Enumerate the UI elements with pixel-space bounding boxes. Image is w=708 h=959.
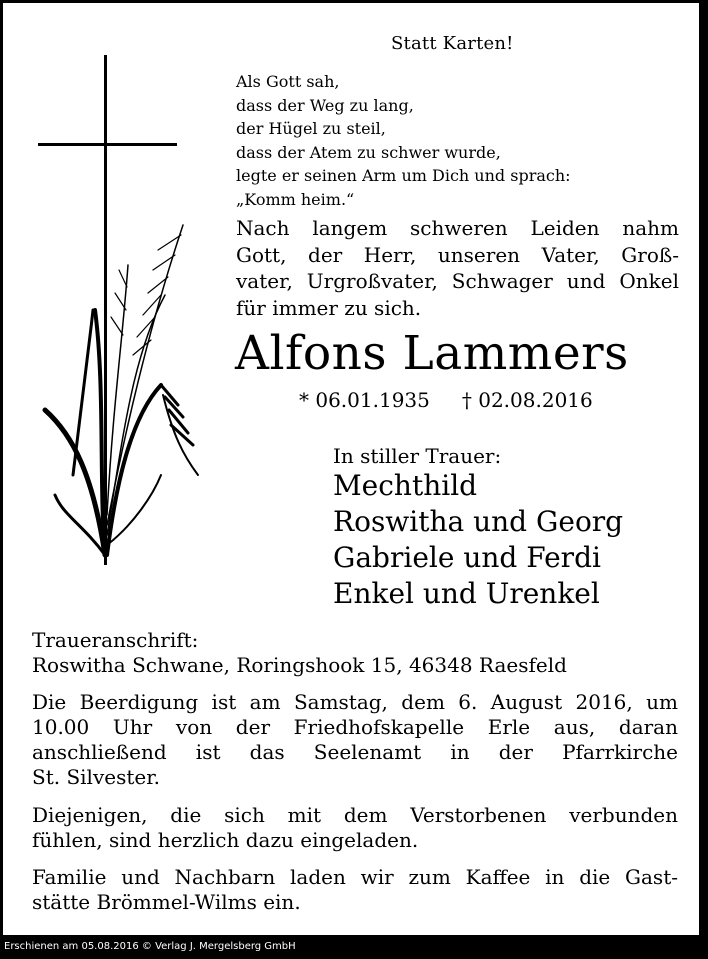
funeral-line: Die Beerdigung ist am Samstag, dem 6. August 2016, um bbox=[32, 690, 678, 714]
birth-date: * 06.01.1935 bbox=[299, 388, 430, 412]
address-line: Roswitha Schwane, Roringshook 15, 46348 Raesfeld bbox=[32, 653, 567, 677]
cross-icon bbox=[38, 55, 177, 565]
family-line: stätte Brömmel-Wilms ein. bbox=[32, 890, 301, 914]
poem-line: dass der Atem zu schwer wurde, bbox=[236, 142, 501, 162]
deceased-name: Alfons Lammers bbox=[235, 326, 629, 381]
poem-line: legte er seinen Arm um Dich und sprach: bbox=[236, 166, 571, 185]
invite-line: fühlen, sind herzlich dazu eingeladen. bbox=[32, 828, 419, 852]
mourners-list bbox=[333, 468, 623, 612]
poem-line: dass der Weg zu lang, bbox=[236, 95, 414, 115]
intro-line: Gott, der Herr, unseren Vater, Groß- bbox=[236, 242, 679, 267]
poem bbox=[236, 70, 571, 211]
mourner-name: Mechthild bbox=[333, 469, 478, 502]
cross-with-grass-icon bbox=[33, 55, 203, 565]
intro-line: Nach langem schweren Leiden nahm bbox=[236, 216, 679, 240]
death-date: † 02.08.2016 bbox=[461, 388, 593, 412]
publication-footer: Erschienen am 05.08.2016 © Verlag J. Mergelsberg GmbH bbox=[4, 941, 296, 952]
invitation-text bbox=[32, 803, 678, 853]
mourning-label: In stiller Trauer: bbox=[333, 444, 502, 468]
notice-header: Statt Karten! bbox=[391, 33, 514, 54]
mourner-name: Gabriele und Ferdi bbox=[333, 541, 601, 574]
intro-line: vater, Urgroßvater, Schwager und Onkel bbox=[236, 269, 679, 293]
wheat-grass-icon bbox=[45, 225, 198, 555]
funeral-line: 10.00 Uhr von der Friedhofskapelle Erle aus, daran bbox=[32, 715, 678, 739]
poem-line: „Komm heim.“ bbox=[236, 189, 355, 209]
reception-text bbox=[32, 865, 678, 915]
life-dates bbox=[299, 388, 593, 412]
address-label: Traueranschrift: bbox=[32, 628, 199, 652]
obituary-notice bbox=[3, 3, 699, 935]
poem-line: der Hügel zu steil, bbox=[236, 119, 386, 138]
mourner-name: Roswitha und Georg bbox=[333, 505, 624, 538]
funeral-line: St. Silvester. bbox=[32, 765, 160, 789]
funeral-info bbox=[32, 690, 678, 790]
mourning-address bbox=[32, 628, 678, 678]
mourner-name: Enkel und Urenkel bbox=[333, 577, 600, 610]
intro-line: für immer zu sich. bbox=[236, 295, 422, 320]
invite-line: Diejenigen, die sich mit dem Verstorbenen verbunden bbox=[32, 803, 678, 827]
intro-text bbox=[236, 215, 679, 321]
funeral-line: anschließend ist das Seelenamt in der Pfarrkirche bbox=[32, 740, 678, 764]
poem-line: Als Gott sah, bbox=[236, 72, 340, 91]
family-line: Familie und Nachbarn laden wir zum Kaffee in die Gast- bbox=[32, 865, 678, 889]
